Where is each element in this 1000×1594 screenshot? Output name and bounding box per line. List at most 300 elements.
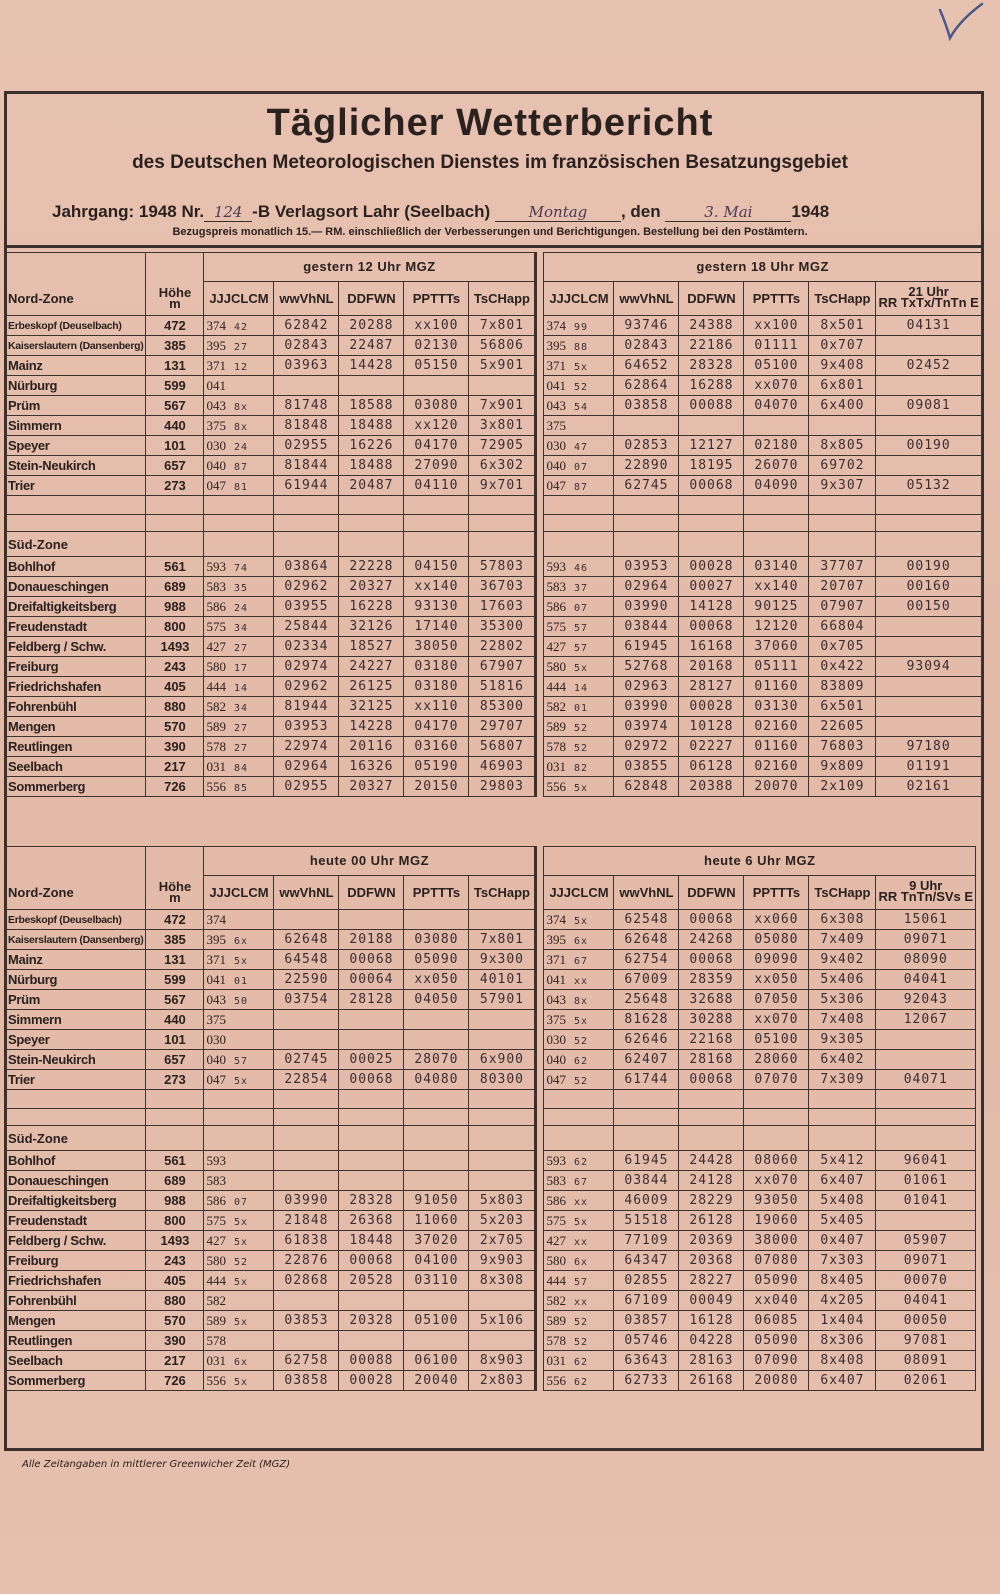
value-cell: 69702 (809, 456, 876, 476)
blank-cell (146, 847, 204, 876)
blank-cell (339, 496, 404, 515)
cloud-value: 52 (233, 1256, 248, 1268)
station-height: 599 (146, 970, 204, 990)
station-name: Mainz (6, 356, 146, 376)
station-height: 273 (146, 476, 204, 496)
height-unit: m (169, 296, 181, 311)
value-cell (204, 617, 274, 637)
cloud-value: 34 (233, 702, 248, 714)
cloud-value: 52 (573, 1035, 588, 1047)
station-height: 440 (146, 1010, 204, 1030)
value-cell: 11060 (404, 1211, 469, 1231)
value-cell (614, 416, 679, 436)
jjj-value: 374 (206, 317, 226, 333)
station-name: Donaueschingen (6, 1171, 146, 1191)
value-cell (404, 910, 469, 930)
blank-cell (544, 1126, 614, 1151)
gap-cell (536, 1331, 544, 1351)
value-cell: 5x203 (469, 1211, 536, 1231)
gap-cell (536, 1311, 544, 1331)
gap-cell (536, 597, 544, 617)
cloud-value: 27 (233, 742, 248, 754)
value-cell (876, 1050, 976, 1070)
value-cell: 10128 (679, 717, 744, 737)
value-cell: 09071 (876, 1251, 976, 1271)
value-cell: 02061 (876, 1371, 976, 1391)
table-row (6, 356, 982, 376)
cloud-value: 5x (233, 955, 248, 967)
blank-cell (544, 1090, 614, 1109)
value-cell: 00160 (876, 577, 981, 597)
value-cell: 03844 (614, 1171, 679, 1191)
table-row (6, 476, 982, 496)
gap-cell (536, 910, 544, 930)
station-name: Fohrenbühl (6, 697, 146, 717)
table-row (6, 1191, 976, 1211)
blank-cell (679, 1126, 744, 1151)
column-header: PPTTTs (744, 875, 809, 910)
value-cell: 27090 (404, 456, 469, 476)
value-cell (204, 657, 274, 677)
cloud-value: 42 (233, 321, 248, 333)
station-height: 390 (146, 737, 204, 757)
value-cell: 21848 (274, 1211, 339, 1231)
value-cell: 04070 (744, 396, 809, 416)
jjj-value: 578 (546, 1332, 566, 1348)
table-row (6, 970, 976, 990)
table-row (6, 436, 982, 456)
column-header: TsCHapp (809, 875, 876, 910)
station-name: Prüm (6, 990, 146, 1010)
column-header: PPTTTs (404, 281, 469, 316)
value-cell: 05100 (404, 1311, 469, 1331)
page-title: Täglicher Wetterbericht (266, 102, 714, 144)
gap-cell (536, 1211, 544, 1231)
value-cell: 16326 (339, 757, 404, 777)
blank-cell (744, 1090, 809, 1109)
value-cell (274, 910, 339, 930)
station-height: 880 (146, 697, 204, 717)
value-cell: 28128 (339, 990, 404, 1010)
value-cell: 97081 (876, 1331, 976, 1351)
value-cell: 00068 (339, 1251, 404, 1271)
value-cell (204, 316, 274, 336)
blank-cell (469, 1090, 536, 1109)
value-cell (544, 1351, 614, 1371)
jjj-value: 582 (546, 1292, 566, 1308)
value-cell: 03858 (614, 396, 679, 416)
blank-cell (876, 1126, 976, 1151)
gap-cell (536, 456, 544, 476)
value-cell: 46009 (614, 1191, 679, 1211)
gap-cell (536, 515, 544, 532)
cloud-value: 5x (573, 782, 588, 794)
value-cell: 20327 (339, 577, 404, 597)
value-cell (339, 1151, 404, 1171)
value-cell: 18488 (339, 416, 404, 436)
value-cell: 62758 (274, 1351, 339, 1371)
value-cell: 00150 (876, 597, 981, 617)
value-cell (876, 637, 981, 657)
value-cell: 00068 (339, 1070, 404, 1090)
jjj-value: 583 (206, 578, 226, 594)
value-cell (469, 376, 536, 396)
station-name: Stein-Neukirch (6, 456, 146, 476)
gap-cell (536, 1109, 544, 1126)
table-row (6, 950, 976, 970)
station-height: 472 (146, 910, 204, 930)
value-cell: 62864 (614, 376, 679, 396)
value-cell (876, 336, 981, 356)
value-cell: 20487 (339, 476, 404, 496)
jjj-value: 375 (206, 417, 226, 433)
value-cell: 12067 (876, 1010, 976, 1030)
jjj-value: 593 (206, 1152, 226, 1168)
value-cell (544, 717, 614, 737)
value-cell: 04041 (876, 970, 976, 990)
value-cell: 01061 (876, 1171, 976, 1191)
gap-cell (536, 1010, 544, 1030)
blank-cell (6, 253, 146, 282)
blank-cell (469, 1126, 536, 1151)
table-row (6, 1251, 976, 1271)
value-cell (404, 1171, 469, 1191)
value-cell: 7x408 (809, 1010, 876, 1030)
value-cell: 85300 (469, 697, 536, 717)
value-cell (469, 1151, 536, 1171)
table-row (6, 1151, 976, 1171)
cloud-value: 81 (233, 481, 248, 493)
value-cell (469, 1171, 536, 1191)
value-cell: 07070 (744, 1070, 809, 1090)
gap-cell (536, 316, 544, 336)
blank-cell (469, 1109, 536, 1126)
value-cell: 20327 (339, 777, 404, 797)
table-heute (5, 846, 976, 1391)
value-cell: 66804 (809, 617, 876, 637)
column-header: wwVhNL (274, 281, 339, 316)
value-cell: 6x407 (809, 1371, 876, 1391)
cloud-value: 27 (233, 642, 248, 654)
jjj-value: 444 (206, 678, 226, 694)
value-cell: 02160 (744, 757, 809, 777)
cloud-value: 62 (573, 1156, 588, 1168)
value-cell: 9x402 (809, 950, 876, 970)
jjj-value: 578 (206, 738, 226, 754)
value-cell: xx060 (744, 910, 809, 930)
value-cell: 6x501 (809, 697, 876, 717)
cloud-value: 52 (573, 722, 588, 734)
value-cell: 7x901 (469, 396, 536, 416)
blank-cell (274, 496, 339, 515)
value-cell: 52768 (614, 657, 679, 677)
value-cell (339, 1030, 404, 1050)
value-cell: 77109 (614, 1231, 679, 1251)
value-cell: 63643 (614, 1351, 679, 1371)
station-name: Simmern (6, 1010, 146, 1030)
value-cell (204, 930, 274, 950)
zone-label-nord: Nord-Zone (6, 875, 146, 910)
table-row (6, 697, 982, 717)
gap-cell (536, 757, 544, 777)
value-cell: 16168 (679, 637, 744, 657)
value-cell: 05132 (876, 476, 981, 496)
cloud-value: 24 (233, 441, 248, 453)
blank-cell (809, 515, 876, 532)
cloud-value: 5x (233, 1376, 248, 1388)
jjj-value: 030 (206, 437, 226, 453)
value-cell: 22890 (614, 456, 679, 476)
station-height: 657 (146, 456, 204, 476)
value-cell: 32688 (679, 990, 744, 1010)
blank-cell (469, 496, 536, 515)
value-cell: xx120 (404, 416, 469, 436)
jjj-value: 041 (206, 377, 226, 393)
station-height: 273 (146, 1070, 204, 1090)
value-cell: 02843 (614, 336, 679, 356)
column-header: TsCHapp (469, 281, 536, 316)
value-cell (544, 657, 614, 677)
value-cell: 4x205 (809, 1291, 876, 1311)
value-cell: 20368 (679, 1251, 744, 1271)
value-cell: 62646 (614, 1030, 679, 1050)
station-name: Kaiserslautern (Dansenberg) (6, 336, 146, 356)
jjj-value: 371 (546, 951, 566, 967)
station-name: Freudenstadt (6, 617, 146, 637)
value-cell: 62648 (614, 930, 679, 950)
value-cell: 22186 (679, 336, 744, 356)
jjj-value: 586 (206, 1192, 226, 1208)
value-cell: 5x412 (809, 1151, 876, 1171)
cloud-value: 52 (573, 742, 588, 754)
cloud-value: 27 (233, 722, 248, 734)
jjj-value: 580 (206, 658, 226, 674)
value-cell: 5x405 (809, 1211, 876, 1231)
jjj-value: 444 (546, 678, 566, 694)
value-cell: 64652 (614, 356, 679, 376)
cloud-value: 67 (573, 955, 588, 967)
value-cell (809, 416, 876, 436)
value-cell: 00088 (679, 396, 744, 416)
blank-cell (6, 1090, 146, 1109)
value-cell (469, 1331, 536, 1351)
station-name: Reutlingen (6, 737, 146, 757)
table-row (6, 1010, 976, 1030)
value-cell: 3x801 (469, 416, 536, 436)
value-cell: 6x900 (469, 1050, 536, 1070)
value-cell: 8x501 (809, 316, 876, 336)
value-cell: 12120 (744, 617, 809, 637)
blank-cell (404, 1126, 469, 1151)
value-cell: 03990 (614, 597, 679, 617)
value-cell: 20707 (809, 577, 876, 597)
jjj-value: 371 (206, 951, 226, 967)
value-cell: 03953 (614, 557, 679, 577)
blank-cell (339, 532, 404, 557)
blank-cell (404, 1109, 469, 1126)
value-cell: 61744 (614, 1070, 679, 1090)
value-cell: 20369 (679, 1231, 744, 1251)
value-cell: 00070 (876, 1271, 976, 1291)
value-cell: 02843 (274, 336, 339, 356)
value-cell: 6x302 (469, 456, 536, 476)
table-row (6, 1271, 976, 1291)
value-cell (339, 1291, 404, 1311)
value-cell: 03853 (274, 1311, 339, 1331)
value-cell: 28328 (339, 1191, 404, 1211)
value-cell (544, 1010, 614, 1030)
zone-label-sued: Süd-Zone (6, 1126, 146, 1151)
blank-cell (876, 1109, 976, 1126)
value-cell (544, 336, 614, 356)
table-row (6, 416, 982, 436)
station-name: Sommerberg (6, 777, 146, 797)
value-cell: 02180 (744, 436, 809, 456)
value-cell: 7x801 (469, 316, 536, 336)
value-cell: 28168 (679, 1050, 744, 1070)
value-cell (274, 1030, 339, 1050)
height-unit: m (169, 890, 181, 905)
page-subtitle: des Deutschen Meteorologischen Dienstes im französischen Besatzungsgebiet (132, 152, 848, 173)
blank-cell (876, 532, 981, 557)
table-row (6, 577, 982, 597)
blank-cell (809, 1126, 876, 1151)
gap-cell (536, 1251, 544, 1271)
station-name: Nürburg (6, 376, 146, 396)
jjj-value: 040 (546, 457, 566, 473)
value-cell: 61945 (614, 637, 679, 657)
jjj-value: 374 (206, 911, 226, 927)
value-cell: 02868 (274, 1271, 339, 1291)
value-cell: 20070 (744, 777, 809, 797)
cloud-value: 57 (573, 1276, 588, 1288)
gap-cell (536, 253, 544, 282)
value-cell: 01160 (744, 737, 809, 757)
jjj-value: 427 (206, 1232, 226, 1248)
value-cell: 7x409 (809, 930, 876, 950)
jjj-value: 031 (206, 1352, 226, 1368)
value-cell: 02974 (274, 657, 339, 677)
blank-cell (544, 1109, 614, 1126)
jjj-value: 583 (546, 578, 566, 594)
gap-cell (536, 336, 544, 356)
value-cell: 03857 (614, 1311, 679, 1331)
value-cell (204, 476, 274, 496)
blank-cell (6, 1109, 146, 1126)
value-cell: 02130 (404, 336, 469, 356)
value-cell: 28163 (679, 1351, 744, 1371)
value-cell (544, 1371, 614, 1391)
value-cell: 64347 (614, 1251, 679, 1271)
value-cell: 32126 (339, 617, 404, 637)
value-cell (544, 950, 614, 970)
table-row (6, 557, 982, 577)
gap-cell (536, 1371, 544, 1391)
jjj-value: 041 (546, 377, 566, 393)
cloud-value: 46 (573, 562, 588, 574)
value-cell: 03180 (404, 677, 469, 697)
jjj-value: 556 (206, 778, 226, 794)
value-cell: 5x901 (469, 356, 536, 376)
value-cell: 6x801 (809, 376, 876, 396)
value-cell: xx050 (744, 970, 809, 990)
value-cell (204, 1151, 274, 1171)
value-cell: 62648 (274, 930, 339, 950)
value-cell (204, 910, 274, 930)
cloud-value: 5x (233, 1075, 248, 1087)
section-title-left: heute 00 Uhr MGZ (204, 847, 536, 876)
value-cell: 04110 (404, 476, 469, 496)
jjj-value: 040 (206, 1051, 226, 1067)
blank-cell (809, 496, 876, 515)
value-cell (204, 456, 274, 476)
value-cell: xx100 (744, 316, 809, 336)
cloud-value: 62 (573, 1055, 588, 1067)
station-name: Mengen (6, 717, 146, 737)
gap-cell (536, 950, 544, 970)
value-cell (339, 376, 404, 396)
jjj-value: 583 (206, 1172, 226, 1188)
value-cell (876, 456, 981, 476)
value-cell: 03855 (614, 757, 679, 777)
value-cell (204, 777, 274, 797)
table-row (6, 930, 976, 950)
cloud-value: 5x (573, 361, 588, 373)
column-header: DDFWN (679, 281, 744, 316)
value-cell: 62548 (614, 910, 679, 930)
gap-cell (536, 717, 544, 737)
table-row (6, 637, 982, 657)
value-cell: 03180 (404, 657, 469, 677)
gap-cell (536, 356, 544, 376)
value-cell (204, 1070, 274, 1090)
value-cell: 05111 (744, 657, 809, 677)
value-cell: 7x303 (809, 1251, 876, 1271)
value-cell: 00049 (679, 1291, 744, 1311)
value-cell (876, 677, 981, 697)
column-header: DDFWN (339, 875, 404, 910)
value-cell: 03953 (274, 717, 339, 737)
value-cell (544, 1171, 614, 1191)
value-cell: 16226 (339, 436, 404, 456)
value-cell: 04041 (876, 1291, 976, 1311)
value-cell: 00068 (679, 476, 744, 496)
value-cell: 04050 (404, 990, 469, 1010)
value-cell (544, 1191, 614, 1211)
cloud-value: 5x (233, 1276, 248, 1288)
jjj-value: 041 (206, 971, 226, 987)
value-cell (544, 1291, 614, 1311)
value-cell: 9x307 (809, 476, 876, 496)
value-cell: 26070 (744, 456, 809, 476)
value-cell: 8x308 (469, 1271, 536, 1291)
station-name: Seelbach (6, 1351, 146, 1371)
value-cell: 72905 (469, 436, 536, 456)
value-cell: 81844 (274, 456, 339, 476)
value-cell (469, 910, 536, 930)
value-cell: 81748 (274, 396, 339, 416)
value-cell: 8x805 (809, 436, 876, 456)
value-cell: 03754 (274, 990, 339, 1010)
station-name: Bohlhof (6, 1151, 146, 1171)
value-cell: 00027 (679, 577, 744, 597)
value-cell: 93094 (876, 657, 981, 677)
gap-cell (536, 637, 544, 657)
rr-header (876, 875, 976, 910)
gap-cell (536, 1231, 544, 1251)
table-row (6, 1211, 976, 1231)
cloud-value: 37 (573, 582, 588, 594)
